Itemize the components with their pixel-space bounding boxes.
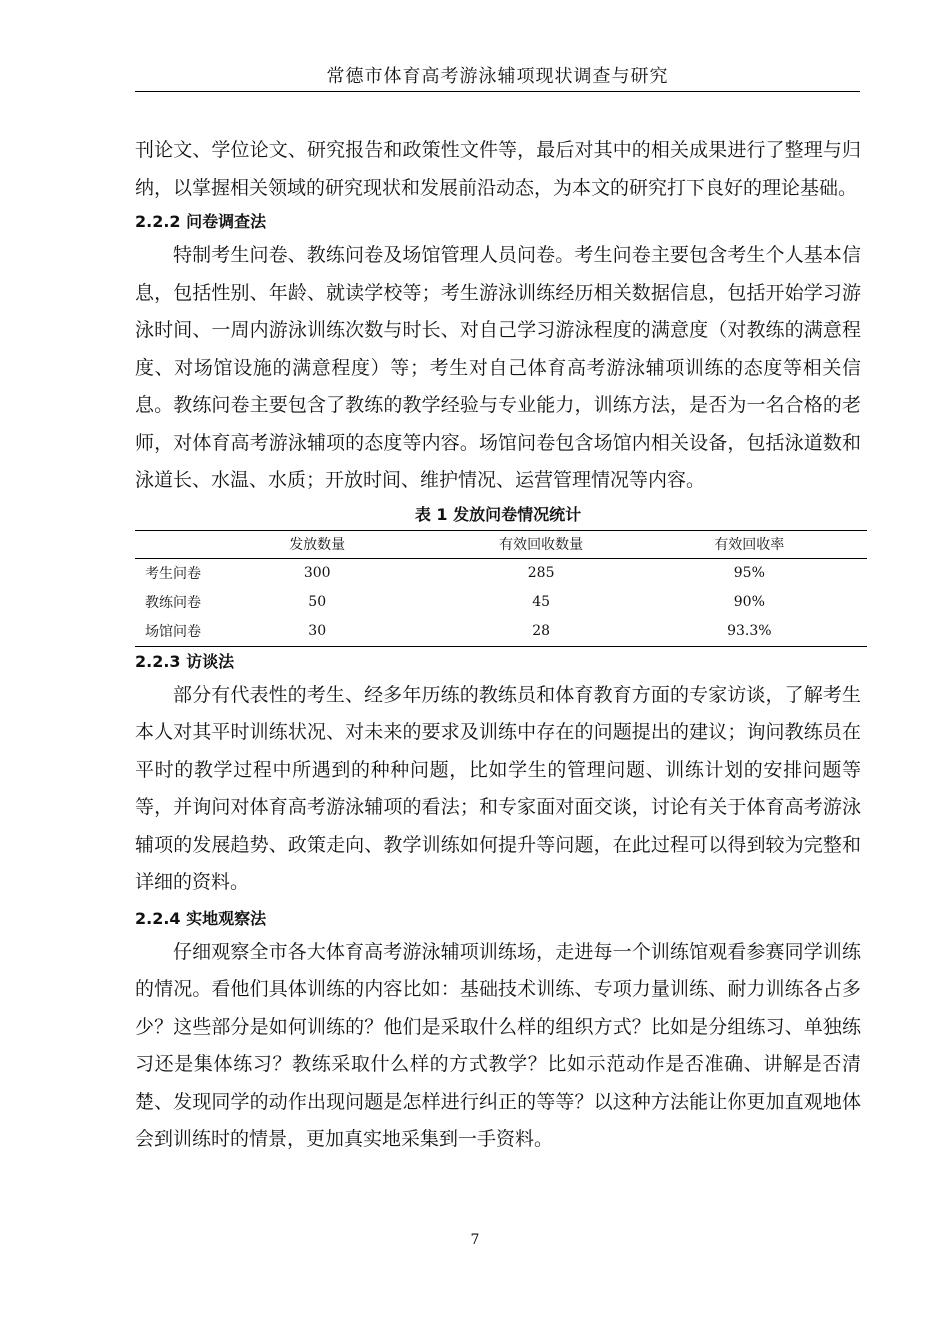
table-header-cell: 有效回收率 [642, 530, 867, 558]
section-heading-interview: 2.2.3 访谈法 [135, 651, 235, 671]
header-rule [135, 91, 860, 92]
table-cell: 50 [308, 594, 327, 610]
table-cell: 93.3% [642, 617, 867, 647]
running-header: 常德市体育高考游泳辅项现状调查与研究 [326, 66, 669, 87]
table-row [135, 588, 867, 617]
table-cell: 45 [532, 594, 551, 610]
intro-paragraph: 刊论文、学位论文、研究报告和政策性文件等，最后对其中的相关成果进行了整理与归纳，以掌握相关领域的研究现状和发展前沿动态，为本文的研究打下良好的理论基础。 [135, 139, 861, 199]
table-header-row [135, 530, 867, 558]
table-cell: 285 [527, 565, 555, 581]
table-cell: 考生问卷 [145, 566, 201, 582]
table-header-cell: 发放数量 [244, 530, 441, 558]
table-cell: 95% [733, 565, 765, 581]
table-caption: 表 1 发放问卷情况统计 [414, 504, 582, 524]
section-body-questionnaire: 特制考生问卷、教练问卷及场馆管理人员问卷。考生问卷主要包含考生个人基本信息，包括性别、年龄、就读学校等；考生游泳训练经历相关数据信息，包括开始学习游泳时间、一周内游泳训练次数与时长、对自己学习游泳程度的满意度（对教练的满意程度、对场馆设施的满意程度）等；考生对自己体育高考游泳辅项训练的态度等相关信息。教练问卷主要包含了教练的教学经验与专业能力，训练方法，是否为一名合格的老师，对体育高考游泳辅项的态度等内容。场馆问卷包含场馆内相关设备，包括泳道数和泳道长、水温、水质；开放时间、维护情况、运营管理情况等内容。 [135, 244, 861, 491]
section-heading-observation: 2.2.4 实地观察法 [135, 908, 267, 928]
table-cell: 90% [733, 594, 765, 610]
section-body-observation: 仔细观察全市各大体育高考游泳辅项训练场，走进每一个训练馆观看参赛同学训练的情况。看他们具体训练的内容比如：基础技术训练、专项力量训练、耐力训练各占多少？这些部分是如何训练的？他们是采取什么样的组织方式？比如是分组练习、单独练习还是集体练习？教练采取什么样的方式教学？比如示范动作是否准确、讲解是否清楚、发现同学的动作出现问题是怎样进行纠正的等等？以这种方法能让你更加直观地体会到训练时的情景，更加真实地采集到一手资料。 [135, 940, 861, 1150]
section-heading-questionnaire: 2.2.2 问卷调查法 [135, 212, 267, 231]
page-number: 7 [470, 1232, 480, 1248]
table-row [135, 558, 867, 588]
table-cell: 28 [441, 617, 642, 647]
table-cell: 教练问卷 [145, 595, 201, 611]
table-header-cell [135, 530, 244, 558]
table-cell: 场馆问卷 [135, 617, 244, 647]
survey-table [135, 530, 867, 647]
table-header-cell: 有效回收数量 [441, 530, 642, 558]
table-cell: 30 [244, 617, 441, 647]
section-body-interview: 部分有代表性的考生、经多年历练的教练员和体育教育方面的专家访谈，了解考生本人对其平时训练状况、对未来的要求及训练中存在的问题提出的建议；询问教练员在平时的教学过程中所遇到的种种问题，比如学生的管理问题、训练计划的安排问题等等，并询问对体育高考游泳辅项的看法；和专家面对面交谈，讨论有关于体育高考游泳辅项的发展趋势、政策走向、教学训练如何提升等问题，在此过程可以得到较为完整和详细的资料。 [135, 683, 861, 893]
table-cell: 300 [303, 565, 331, 581]
table-row [135, 617, 867, 647]
page-content [135, 132, 861, 1159]
